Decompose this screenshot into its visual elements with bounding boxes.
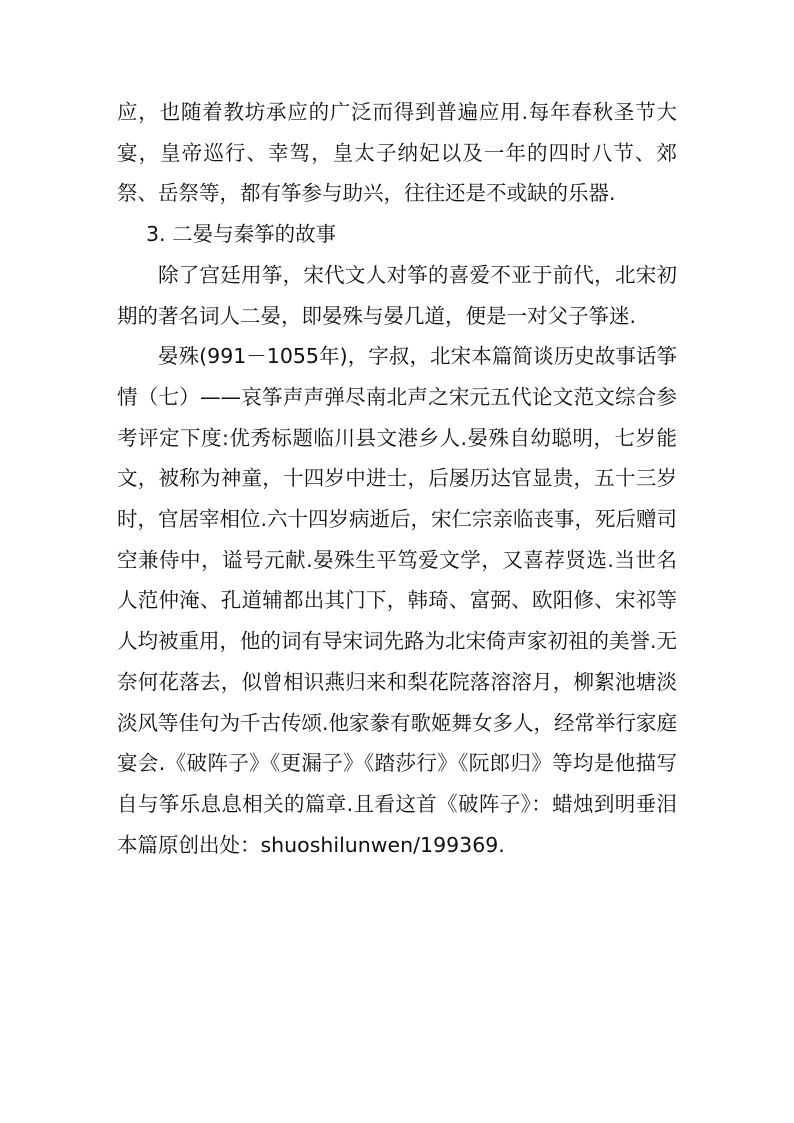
paragraph-continued: 应，也随着教坊承应的广泛而得到普遍应用.每年春秋圣节大宴，皇帝巡行、幸驾，皇太子纳妃以及一年的四时八节、郊祭、岳祭等，都有筝参与助兴，往往还是不或缺的乐器. — [117, 100, 677, 206]
paragraph-intro: 除了宫廷用筝，宋代文人对筝的喜爱不亚于前代，北宋初期的著名词人二晏，即晏殊与晏几道，便是一对父子筝迷. — [117, 262, 677, 328]
section-heading: 3. 二晏与秦筝的故事 — [146, 222, 337, 247]
paragraph-yan-shu: 晏殊(991－1055年)，字叔，北宋本篇简谈历史故事话筝情（七）——哀筝声声弹尽南北声之宋元五代论文范文综合参考评定下度:优秀标题临川县文港乡人.晏殊自幼聪明，七岁能文，被称为神童，十四岁中进士，后屡历达官显贵，五十三岁时，官居宰相位.六十四岁病逝后，宋仁宗亲临丧事，死后赠司空兼侍中，谥号元献.晏殊生平笃爱文学，又喜荐贤选.当世名人范仲淹、孔道辅都出其门下，韩琦、富弼、欧阳修、宋祁等人均被重用，他的词有导宋词先路为北宋倚声家初祖的美誉.无奈何花落去，似曾相识燕归来和梨花院落溶溶月，柳絮池塘淡淡风等佳句为千古传颂.他家豢有歌姬舞女多人，经常举行家庭宴会.《破阵子》《更漏子》《踏莎行》《阮郎归》等均是他描写自与筝乐息息相关的篇章.且看这首《破阵子》：蜡烛到明垂泪本篇原创出处：shuoshilunwen/199369. — [117, 344, 678, 857]
document-body — [117, 92, 677, 865]
